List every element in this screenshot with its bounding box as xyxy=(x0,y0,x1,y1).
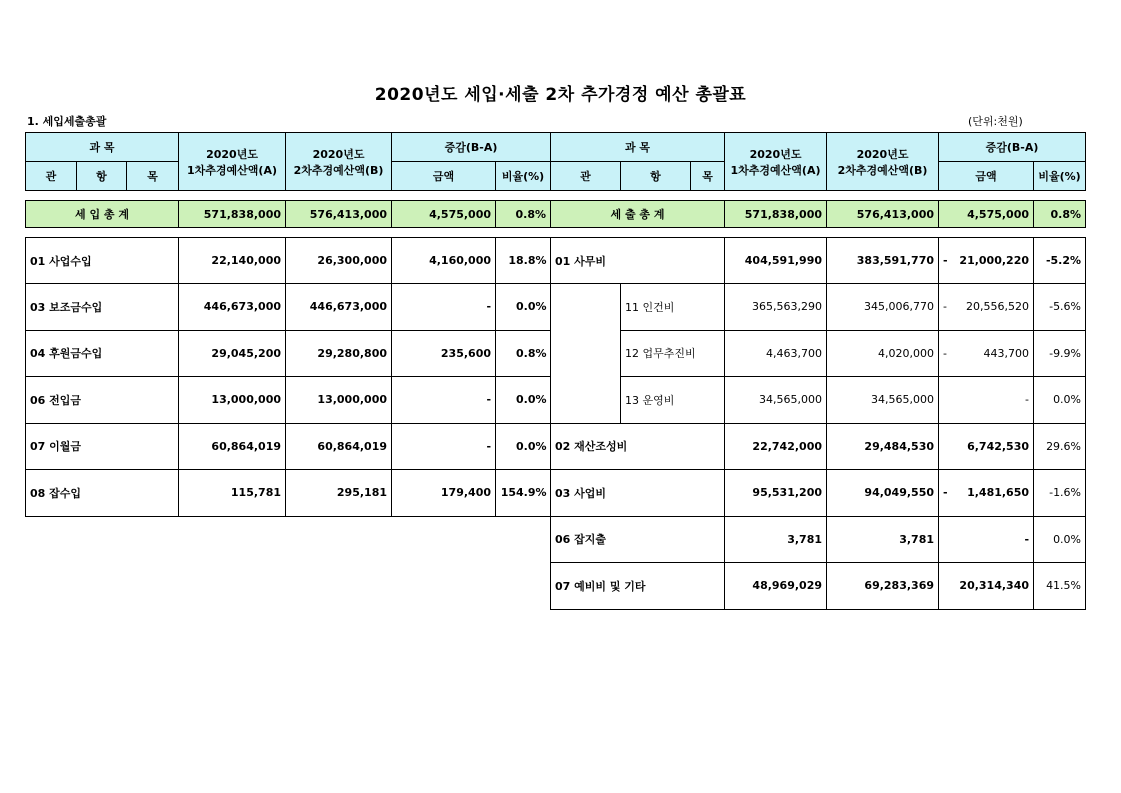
exp-row-a: 365,563,290 xyxy=(725,284,827,331)
exp-row-ratio: -9.9% xyxy=(1034,330,1086,377)
header-hang: 항 xyxy=(77,162,127,191)
exp-header-amount: 금액 xyxy=(939,162,1034,191)
exp-row-a: 4,463,700 xyxy=(725,330,827,377)
expenditure-row xyxy=(551,516,1086,563)
revenue-total-a: 571,838,000 xyxy=(179,201,286,228)
revenue-row-a: 22,140,000 xyxy=(179,238,286,284)
revenue-total-ratio: 0.8% xyxy=(496,201,551,228)
revenue-row-ratio: 18.8% xyxy=(496,238,551,284)
expenditure-total-b: 576,413,000 xyxy=(827,201,939,228)
revenue-row-b: 13,000,000 xyxy=(286,377,392,424)
exp-header-diff: 증감(B-A) xyxy=(939,133,1086,162)
expenditure-row xyxy=(551,423,1086,470)
revenue-row-b: 295,181 xyxy=(286,470,392,517)
revenue-row-diff: 4,160,000 xyxy=(392,238,496,284)
header-col-b: 2020년도 2차추경예산액(B) xyxy=(286,133,392,191)
exp-row-diff: - 20,556,520 xyxy=(939,284,1034,331)
revenue-total-label: 세 입 총 계 xyxy=(26,201,179,228)
exp-sub-gwan-blank xyxy=(551,284,621,424)
revenue-row-a: 115,781 xyxy=(179,470,286,517)
header-col-a: 2020년도 1차추경예산액(A) xyxy=(179,133,286,191)
revenue-row-b: 29,280,800 xyxy=(286,330,392,377)
exp-row-ratio: 0.0% xyxy=(1034,377,1086,424)
revenue-row xyxy=(26,423,551,470)
revenue-row-diff: 179,400 xyxy=(392,470,496,517)
exp-header-hang: 항 xyxy=(621,162,691,191)
negative-sign: - xyxy=(943,346,947,360)
revenue-row xyxy=(26,284,551,331)
revenue-table xyxy=(25,132,551,517)
exp-row-a: 22,742,000 xyxy=(725,423,827,470)
exp-row-a: 34,565,000 xyxy=(725,377,827,424)
expenditure-sub-row xyxy=(551,284,1086,331)
exp-row-ratio: 0.0% xyxy=(1034,516,1086,563)
exp-row-a: 95,531,200 xyxy=(725,470,827,517)
negative-sign: - xyxy=(943,486,948,500)
exp-row-label: 02 재산조성비 xyxy=(551,423,725,470)
revenue-row-ratio: 0.8% xyxy=(496,330,551,377)
exp-row-a: 48,969,029 xyxy=(725,563,827,610)
exp-header-mok: 목 xyxy=(691,162,725,191)
exp-row-label: 01 사무비 xyxy=(551,238,725,284)
revenue-row-b: 60,864,019 xyxy=(286,423,392,470)
revenue-row-b: 446,673,000 xyxy=(286,284,392,331)
exp-sub-row-label: 12 업무추진비 xyxy=(621,330,725,377)
revenue-row xyxy=(26,470,551,517)
exp-row-diff: - xyxy=(939,377,1034,424)
negative-sign: - xyxy=(943,300,947,314)
expenditure-total-row xyxy=(551,201,1086,228)
revenue-row-a: 60,864,019 xyxy=(179,423,286,470)
exp-row-ratio: 41.5% xyxy=(1034,563,1086,610)
exp-sub-row-label: 13 운영비 xyxy=(621,377,725,424)
revenue-total-b: 576,413,000 xyxy=(286,201,392,228)
revenue-row-diff: - xyxy=(392,423,496,470)
exp-header-gwamok: 과 목 xyxy=(551,133,725,162)
expenditure-row xyxy=(551,238,1086,284)
exp-row-diff: - xyxy=(939,516,1034,563)
expenditure-total-diff: 4,575,000 xyxy=(939,201,1034,228)
exp-row-b: 4,020,000 xyxy=(827,330,939,377)
exp-header-col-b: 2020년도 2차추경예산액(B) xyxy=(827,133,939,191)
exp-sub-row-label: 11 인건비 xyxy=(621,284,725,331)
exp-row-ratio: -1.6% xyxy=(1034,470,1086,517)
expenditure-sub-row xyxy=(551,330,1086,377)
header-amount: 금액 xyxy=(392,162,496,191)
exp-row-b: 383,591,770 xyxy=(827,238,939,284)
exp-row-diff: - 21,000,220 xyxy=(939,238,1034,284)
revenue-row-label: 07 이월금 xyxy=(26,423,179,470)
header-gwamok: 과 목 xyxy=(26,133,179,162)
revenue-row-label: 04 후원금수입 xyxy=(26,330,179,377)
expenditure-table xyxy=(550,132,1086,610)
exp-row-b: 3,781 xyxy=(827,516,939,563)
exp-row-label: 03 사업비 xyxy=(551,470,725,517)
exp-row-diff: 20,314,340 xyxy=(939,563,1034,610)
revenue-row-ratio: 154.9% xyxy=(496,470,551,517)
exp-row-label: 07 예비비 및 기타 xyxy=(551,563,725,610)
header-mok: 목 xyxy=(127,162,179,191)
expenditure-sub-row xyxy=(551,377,1086,424)
exp-row-diff: - 443,700 xyxy=(939,330,1034,377)
exp-row-diff: - 1,481,650 xyxy=(939,470,1034,517)
exp-row-a: 3,781 xyxy=(725,516,827,563)
header-gwan: 관 xyxy=(26,162,77,191)
revenue-row xyxy=(26,238,551,284)
revenue-row-diff: 235,600 xyxy=(392,330,496,377)
revenue-row-diff: - xyxy=(392,284,496,331)
revenue-row-diff: - xyxy=(392,377,496,424)
exp-row-b: 94,049,550 xyxy=(827,470,939,517)
revenue-row-label: 01 사업수입 xyxy=(26,238,179,284)
expenditure-total-a: 571,838,000 xyxy=(725,201,827,228)
expenditure-total-ratio: 0.8% xyxy=(1034,201,1086,228)
revenue-total-diff: 4,575,000 xyxy=(392,201,496,228)
exp-header-col-a: 2020년도 1차추경예산액(A) xyxy=(725,133,827,191)
revenue-row-label: 03 보조금수입 xyxy=(26,284,179,331)
revenue-total-row xyxy=(26,201,551,228)
negative-sign: - xyxy=(943,254,948,267)
revenue-row-a: 29,045,200 xyxy=(179,330,286,377)
unit-label: (단위:천원) xyxy=(968,115,1023,128)
revenue-row-a: 446,673,000 xyxy=(179,284,286,331)
exp-row-ratio: -5.6% xyxy=(1034,284,1086,331)
revenue-row-ratio: 0.0% xyxy=(496,284,551,331)
exp-row-ratio: 29.6% xyxy=(1034,423,1086,470)
expenditure-total-label: 세 출 총 계 xyxy=(551,201,725,228)
exp-row-ratio: -5.2% xyxy=(1034,238,1086,284)
revenue-row-label: 08 잡수입 xyxy=(26,470,179,517)
exp-header-ratio: 비율(%) xyxy=(1034,162,1086,191)
revenue-row-ratio: 0.0% xyxy=(496,377,551,424)
header-diff: 증감(B-A) xyxy=(392,133,551,162)
expenditure-row xyxy=(551,470,1086,517)
exp-row-b: 34,565,000 xyxy=(827,377,939,424)
exp-header-gwan: 관 xyxy=(551,162,621,191)
header-ratio: 비율(%) xyxy=(496,162,551,191)
section-title: 1. 세입세출총괄 xyxy=(27,115,107,128)
exp-row-b: 69,283,369 xyxy=(827,563,939,610)
revenue-row-ratio: 0.0% xyxy=(496,423,551,470)
revenue-row xyxy=(26,330,551,377)
exp-row-b: 345,006,770 xyxy=(827,284,939,331)
exp-row-diff: 6,742,530 xyxy=(939,423,1034,470)
exp-row-b: 29,484,530 xyxy=(827,423,939,470)
exp-row-label: 06 잡지출 xyxy=(551,516,725,563)
exp-row-a: 404,591,990 xyxy=(725,238,827,284)
revenue-row-a: 13,000,000 xyxy=(179,377,286,424)
revenue-row xyxy=(26,377,551,424)
expenditure-row xyxy=(551,563,1086,610)
page-title: 2020년도 세입·세출 2차 추가경정 예산 총괄표 xyxy=(374,85,747,105)
revenue-row-label: 06 전입금 xyxy=(26,377,179,424)
revenue-row-b: 26,300,000 xyxy=(286,238,392,284)
